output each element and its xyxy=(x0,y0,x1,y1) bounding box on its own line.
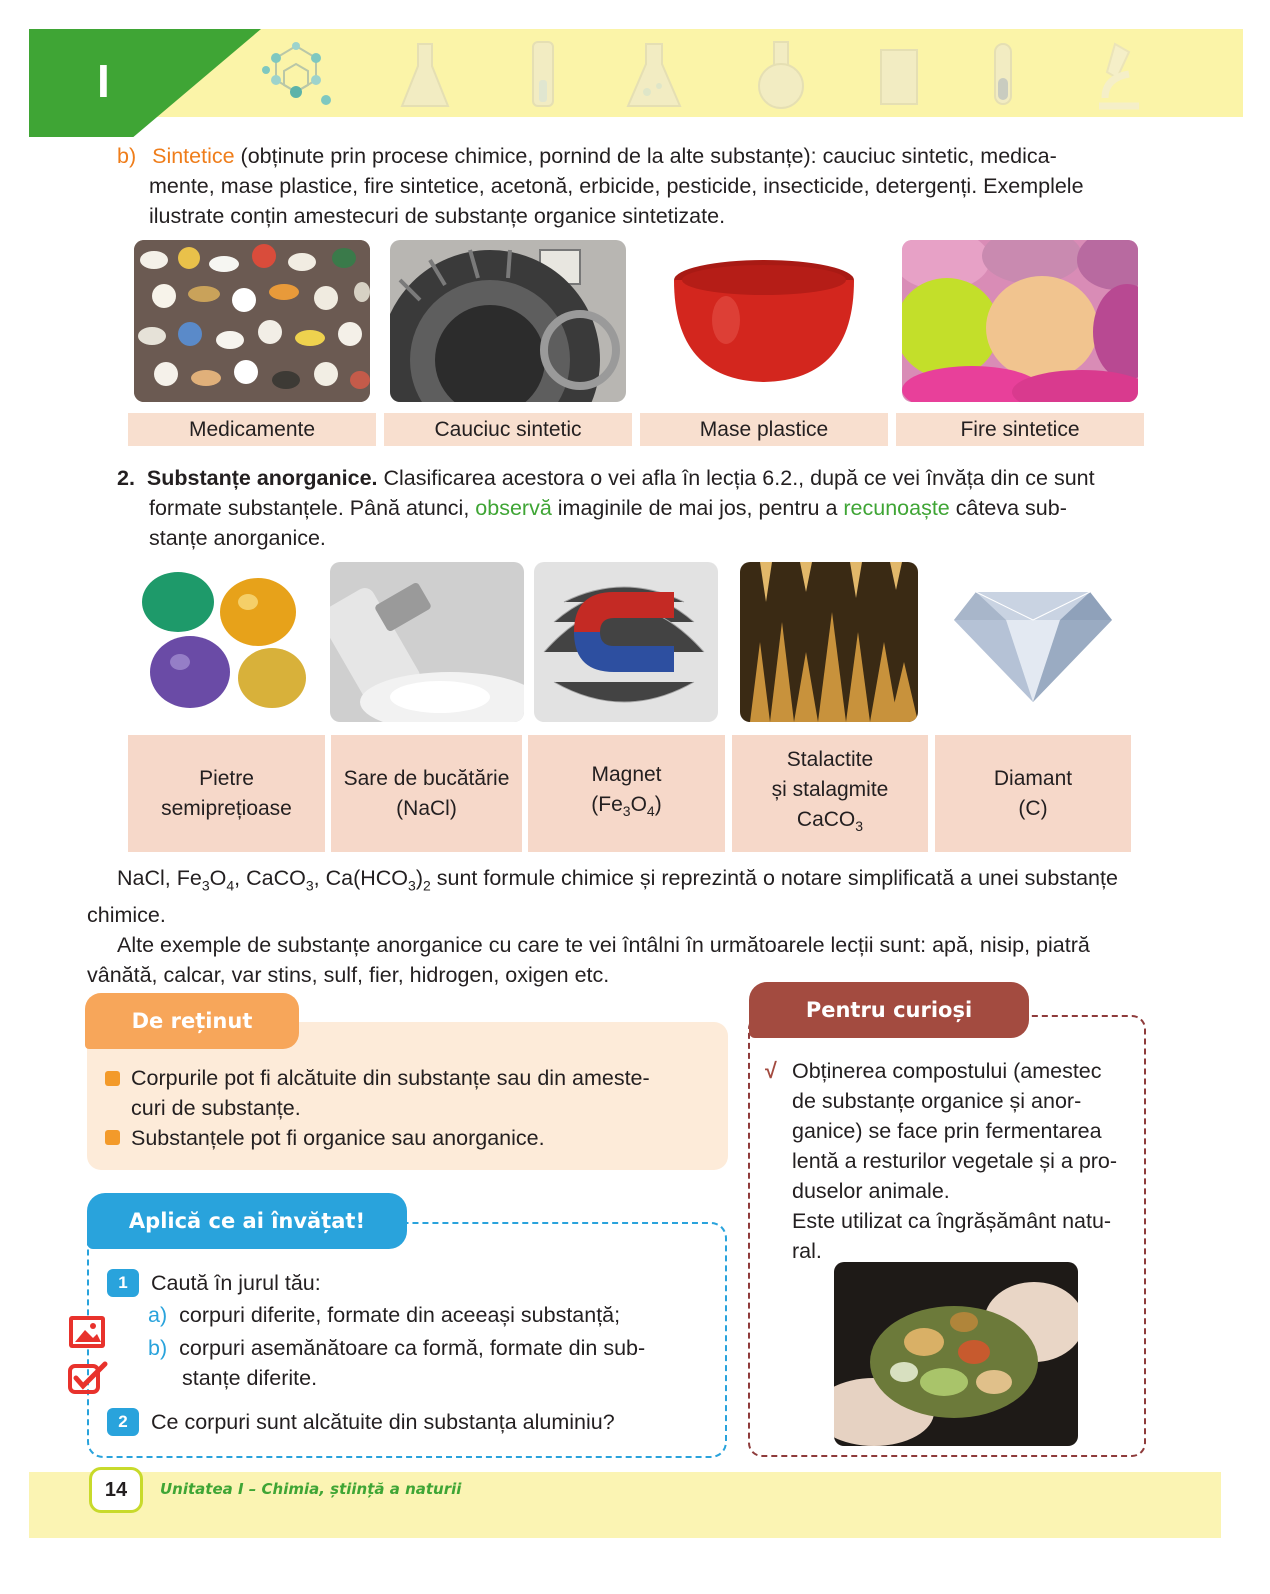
retinut-bullet-2 xyxy=(105,1130,120,1145)
page-number: 14 xyxy=(89,1467,143,1513)
question-1a: a) corpuri diferite, formate din aceeași substanță; xyxy=(148,1303,621,1327)
red-bowl-image xyxy=(646,240,882,402)
formulas-line2: chimice. xyxy=(87,903,166,928)
item-label-b: b) xyxy=(117,144,137,168)
chapter-number: I xyxy=(97,55,110,107)
synthetic-line1: (obținute prin procese chimice, pornind de la alte substanțe): cauciuc sintetic, medica- xyxy=(234,144,1057,168)
aplica-tag: Aplică ce ai învățat! xyxy=(87,1193,407,1249)
conical-flask-icon xyxy=(625,40,683,112)
thermometer-icon xyxy=(525,40,561,112)
other-examples-line1: Alte exemple de substanțe anorganice cu care te vei întâlni în următoarele lecții sunt: apă, nisip, piatră xyxy=(117,933,1090,958)
caption-sare-l1: Sare de bucătărie xyxy=(343,766,510,790)
tire-image xyxy=(390,240,626,402)
word-recunoaste: recunoaște xyxy=(843,496,950,520)
compost-image xyxy=(834,1262,1078,1446)
retinut-item-2: Substanțele pot fi organice sau anorganice. xyxy=(131,1126,545,1150)
caption-stalactite-formula: CaCO$_3$ xyxy=(796,808,864,835)
round-flask-icon xyxy=(755,40,807,112)
salt-shaker-image xyxy=(330,562,524,722)
inorganic-line2-c: câteva sub- xyxy=(949,496,1067,520)
caption-diamant-l1: Diamant xyxy=(993,766,1073,790)
question-1-badge: 1 xyxy=(107,1269,139,1297)
inorganic-line1: Clasificarea acestora o vei afla în lecția 6.2., după ce vei învăța din ce sunt xyxy=(377,466,1095,490)
inorganic-line2-b: imaginile de mai jos, pentru a xyxy=(551,496,844,520)
word-observa: observă xyxy=(475,496,552,520)
caption-pietre-l1: Pietre xyxy=(199,766,254,790)
question-1b: b) corpuri asemănătoare ca formă, formate din sub- stanțe diferite. xyxy=(148,1336,646,1390)
gemstones-image xyxy=(130,562,324,722)
caption-diamant xyxy=(935,735,1131,852)
question-2-badge: 2 xyxy=(107,1408,139,1436)
yarn-image xyxy=(902,240,1138,402)
erlenmeyer-flask-icon xyxy=(400,40,450,112)
caption-mase-plastice: Mase plastice xyxy=(640,413,888,446)
retinut-item-1: Corpurile pot fi alcătuite din substanțe sau din ameste- curi de substanțe. xyxy=(131,1066,650,1120)
pills-image xyxy=(134,240,370,402)
microscope-icon xyxy=(1085,40,1149,112)
other-examples-line2: vânătă, calcar, var stins, sulf, fier, hidrogen, oxigen etc. xyxy=(87,963,610,988)
curiosi-check: √ xyxy=(765,1059,777,1083)
caption-sare-de-bucatarie xyxy=(331,735,522,852)
test-tube-icon xyxy=(985,40,1021,112)
caption-magnet-formula: $(Fe_3O_4)$ xyxy=(591,793,662,820)
caption-diamant-l2: (C) xyxy=(1018,796,1048,820)
beaker-icon xyxy=(875,40,923,112)
caption-medicamente: Medicamente xyxy=(128,413,376,446)
item-number-2: 2. xyxy=(117,466,135,490)
caption-fire-sintetice: Fire sintetice xyxy=(896,413,1144,446)
footer-unit-title: Unitatea I – Chimia, știință a naturii xyxy=(160,1480,462,1498)
curiosi-tag: Pentru curioși xyxy=(749,982,1029,1038)
synthetic-paragraph xyxy=(117,141,1157,231)
checkbox-icon[interactable] xyxy=(67,1360,111,1396)
image-icon[interactable] xyxy=(67,1314,107,1350)
stalactites-image xyxy=(740,562,918,722)
inorganic-line2-a: formate substanțele. Până atunci, xyxy=(149,496,476,520)
caption-stalactite xyxy=(732,735,928,852)
caption-magnet xyxy=(528,735,725,852)
inorganic-title: Substanțe anorganice. xyxy=(146,466,378,490)
diamond-image xyxy=(936,562,1130,722)
caption-sare-l2: (NaCl) xyxy=(396,796,457,820)
synthetic-line3: ilustrate conțin amestecuri de substanțe organice sintetizate. xyxy=(149,204,726,228)
caption-cauciuc-sintetic: Cauciuc sintetic xyxy=(384,413,632,446)
inorganic-line3: stanțe anorganice. xyxy=(149,526,326,550)
synthetic-line2: mente, mase plastice, fire sintetice, acetonă, erbicide, pesticide, insecticide, detergenți. Exemplele xyxy=(149,174,1084,198)
caption-stalactite-l2: și stalagmite xyxy=(771,778,889,802)
inorganic-paragraph xyxy=(117,463,1157,553)
synthetic-term: Sintetice xyxy=(152,144,235,168)
caption-magnet-l1: Magnet xyxy=(591,763,662,787)
molecule-icon xyxy=(258,40,334,112)
caption-pietre-l2: semiprețioase xyxy=(161,796,292,820)
curiosi-text: Obținerea compostului (amestec de substanțe organice și anor- ganice) se face prin fermentarea lentă a resturilor vegetale și a pro- duselor animale. Este utilizat ca îngrășământ natu- ral. xyxy=(792,1059,1118,1263)
retinut-tag: De reținut xyxy=(85,993,299,1049)
formulas-paragraph: NaCl, $Fe_3O_4$, CaCO$_3$, $Ca(HCO_3)_2$ sunt formule chimice și reprezintă o notare simplificată a unei substanțe chimice. Alte exemple de substanțe anorganice cu care te vei întâlni în următoarele lecții sunt: apă, nisip, piatră vânătă, calcar, var stins, sulf, fier, hidrogen, oxigen etc. xyxy=(87,863,1157,990)
caption-stalactite-l1: Stalactite xyxy=(786,748,874,772)
retinut-bullet-1 xyxy=(105,1071,120,1086)
magnet-image xyxy=(534,562,718,722)
question-1: Caută în jurul tău: xyxy=(151,1271,321,1295)
caption-pietre-semipretioase xyxy=(128,735,325,852)
question-2: Ce corpuri sunt alcătuite din substanța aluminiu? xyxy=(151,1410,615,1434)
